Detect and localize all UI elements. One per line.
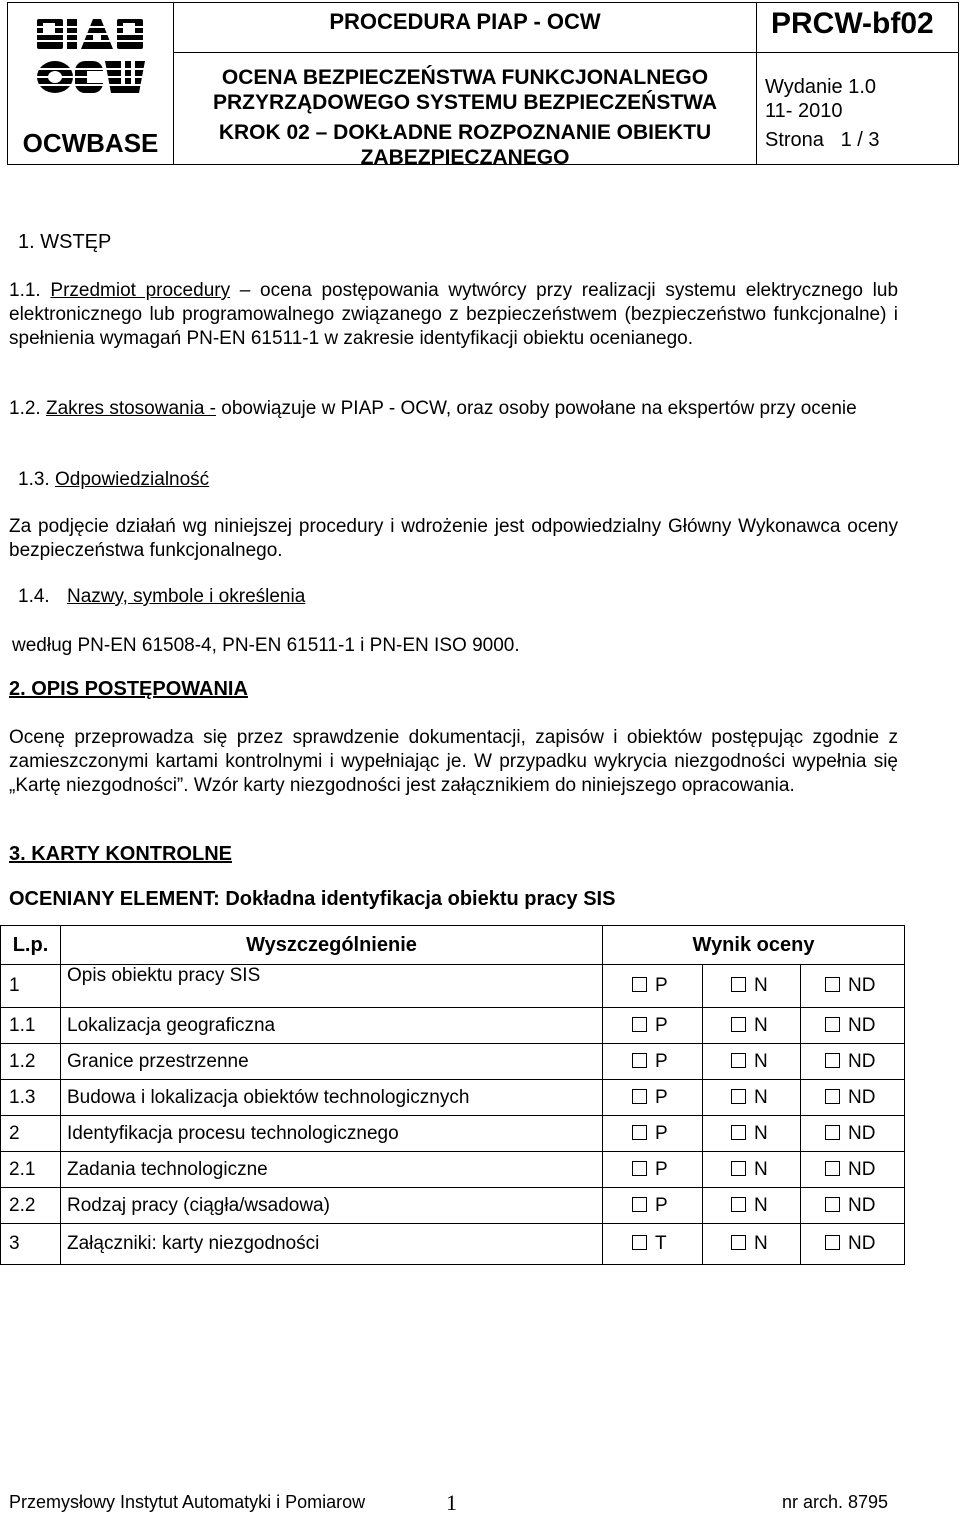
option-label: P bbox=[655, 975, 668, 996]
checkbox-icon[interactable] bbox=[731, 1125, 746, 1140]
footer-page-number: 1 bbox=[446, 1490, 457, 1515]
checkbox-icon[interactable] bbox=[632, 1089, 647, 1104]
table-row bbox=[1, 1116, 905, 1152]
document-meta bbox=[765, 75, 880, 152]
section-2-title: 2. OPIS POSTĘPOWANIA bbox=[9, 678, 248, 700]
row-description: Rodzaj pracy (ciągła/wsadowa) bbox=[61, 1188, 603, 1224]
edition-date: 11- 2010 bbox=[765, 100, 843, 122]
table-row bbox=[1, 1188, 905, 1224]
column-header-result: Wynik oceny bbox=[603, 926, 905, 965]
meta-cell bbox=[757, 3, 959, 165]
row-number: 3 bbox=[1, 1224, 61, 1265]
section-2-text: Ocenę przeprowadza się przez sprawdzenie dokumentacji, zapisów i obiektów postępując zgodnie z zamieszczonymi kartami kontrolnymi i wypełniając je. W przypadku wykrycia niezgodności wypełnia się „Kartę niezgodności”. Wzór karty niezgodności jest załącznikiem do niniejszego opracowania. bbox=[9, 727, 898, 796]
table-row bbox=[1, 1080, 905, 1116]
checkbox-icon[interactable] bbox=[825, 1161, 840, 1176]
paragraph-number: 1.1. bbox=[9, 280, 41, 301]
option-label: N bbox=[754, 1194, 768, 1216]
paragraph-number: 1.3. bbox=[18, 469, 50, 490]
checkbox-icon[interactable] bbox=[632, 977, 647, 992]
checkbox-icon[interactable] bbox=[731, 1053, 746, 1068]
result-option-nd[interactable] bbox=[801, 1044, 905, 1080]
option-label: N bbox=[754, 1158, 768, 1180]
row-number: 1.3 bbox=[1, 1080, 61, 1116]
ocwbase-label: OCWBASE bbox=[22, 128, 159, 158]
checkbox-icon[interactable] bbox=[731, 1235, 746, 1250]
edition: Wydanie 1.0 bbox=[765, 76, 876, 98]
result-option-nd[interactable] bbox=[801, 1224, 905, 1265]
procedure-title: PROCEDURA PIAP - OCW bbox=[329, 9, 601, 34]
result-option-n[interactable] bbox=[703, 1224, 801, 1265]
row-description: Budowa i lokalizacja obiektów technologicznych bbox=[61, 1080, 603, 1116]
checkbox-icon[interactable] bbox=[731, 1161, 746, 1176]
row-description: Lokalizacja geograficzna bbox=[61, 1008, 603, 1044]
paragraph-label: Nazwy, symbole i określenia bbox=[66, 586, 306, 607]
row-number: 2.1 bbox=[1, 1152, 61, 1188]
checkbox-icon[interactable] bbox=[632, 1125, 647, 1140]
result-option-nd[interactable] bbox=[801, 1188, 905, 1224]
page-indicator: Strona 1 / 3 bbox=[765, 129, 880, 151]
option-label: P bbox=[655, 1086, 668, 1108]
table-row bbox=[1, 1224, 905, 1265]
title-line: ZABEZPIECZANEGO bbox=[360, 146, 570, 169]
row-description: Granice przestrzenne bbox=[61, 1044, 603, 1080]
paragraph-1-4-text: według PN-EN 61508-4, PN-EN 61511-1 i PN-EN ISO 9000. bbox=[12, 635, 520, 656]
option-label: N bbox=[754, 1050, 768, 1072]
row-number: 1.2 bbox=[1, 1044, 61, 1080]
table-header-row bbox=[1, 926, 905, 965]
result-option-n[interactable] bbox=[703, 965, 801, 1008]
title-line: PRZYRZĄDOWEGO SYSTEMU BEZPIECZEŃSTWA bbox=[212, 91, 718, 114]
table-row bbox=[1, 1008, 905, 1044]
checkbox-icon[interactable] bbox=[632, 1161, 647, 1176]
checkbox-icon[interactable] bbox=[825, 1197, 840, 1212]
row-description: Opis obiektu pracy SIS bbox=[61, 965, 603, 1008]
result-option-n[interactable] bbox=[703, 1116, 801, 1152]
table-row bbox=[1, 1044, 905, 1080]
logo-text: PIAP bbox=[35, 17, 38, 18]
footer-archive-number: nr arch. 8795 bbox=[782, 1492, 889, 1512]
option-label: P bbox=[655, 1014, 668, 1036]
option-label: P bbox=[655, 1158, 668, 1180]
result-option-p[interactable] bbox=[603, 1188, 703, 1224]
table-row bbox=[1, 1152, 905, 1188]
section-1-title: 1. WSTĘP bbox=[18, 231, 112, 253]
piap-ocw-logo bbox=[35, 17, 147, 95]
paragraph-number: 1.4. bbox=[18, 586, 50, 607]
logo-cell bbox=[8, 3, 174, 165]
footer-institute: Przemysłowy Instytut Automatyki i Pomiarow bbox=[9, 1492, 366, 1512]
option-label: P bbox=[655, 1050, 668, 1072]
result-option-p[interactable] bbox=[603, 1080, 703, 1116]
title-line: OCENA BEZPIECZEŃSTWA FUNKCJONALNEGO bbox=[221, 66, 709, 89]
option-label: ND bbox=[848, 1122, 876, 1144]
option-label: N bbox=[754, 1233, 768, 1254]
checkbox-icon[interactable] bbox=[825, 1053, 840, 1068]
title-line: KROK 02 – DOKŁADNE ROZPOZNANIE OBIEKTU bbox=[218, 121, 712, 144]
paragraph-number: 1.2. bbox=[9, 398, 41, 419]
row-description: Zadania technologiczne bbox=[61, 1152, 603, 1188]
checkbox-icon[interactable] bbox=[731, 1197, 746, 1212]
paragraph-1-3-heading bbox=[18, 468, 907, 492]
paragraph-text: obowiązuje w PIAP - OCW, oraz osoby powołane na ekspertów przy ocenie bbox=[216, 398, 857, 419]
result-option-p[interactable] bbox=[603, 965, 703, 1008]
result-option-n[interactable] bbox=[703, 1044, 801, 1080]
paragraph-1-1 bbox=[9, 279, 898, 351]
checkbox-icon[interactable] bbox=[825, 1017, 840, 1032]
row-number: 1.1 bbox=[1, 1008, 61, 1044]
option-label: N bbox=[754, 975, 768, 996]
paragraph-1-4-heading bbox=[18, 585, 907, 609]
option-label: N bbox=[754, 1086, 768, 1108]
column-header-lp: L.p. bbox=[1, 926, 61, 965]
result-option-p[interactable] bbox=[603, 1008, 703, 1044]
document-code: PRCW-bf02 bbox=[771, 7, 934, 40]
paragraph-label: Odpowiedzialność bbox=[54, 469, 210, 490]
document-header bbox=[7, 2, 959, 169]
row-description: Załączniki: karty niezgodności bbox=[61, 1224, 603, 1265]
row-number: 1 bbox=[1, 965, 61, 1008]
section-3-title: 3. KARTY KONTROLNE bbox=[9, 843, 232, 865]
paragraph-1-3-text: Za podjęcie działań wg niniejszej procedury i wdrożenie jest odpowiedzialny Główny Wykonawca oceny bezpieczeństwa funkcjonalnego. bbox=[9, 516, 898, 561]
result-option-n[interactable] bbox=[703, 1188, 801, 1224]
row-number: 2 bbox=[1, 1116, 61, 1152]
checkbox-icon[interactable] bbox=[632, 1053, 647, 1068]
result-option-nd[interactable] bbox=[801, 1080, 905, 1116]
paragraph-label: Zakres stosowania - bbox=[45, 398, 216, 419]
result-option-p[interactable] bbox=[603, 1116, 703, 1152]
paragraph-1-2 bbox=[9, 397, 898, 421]
checkbox-icon[interactable] bbox=[632, 1017, 647, 1032]
checkbox-icon[interactable] bbox=[731, 1089, 746, 1104]
checkbox-icon[interactable] bbox=[632, 1197, 647, 1212]
result-option-n[interactable] bbox=[703, 1152, 801, 1188]
result-option-p[interactable] bbox=[603, 1152, 703, 1188]
checkbox-icon[interactable] bbox=[632, 1235, 647, 1250]
row-description: Identyfikacja procesu technologicznego bbox=[61, 1116, 603, 1152]
option-label: ND bbox=[848, 975, 876, 996]
option-label: ND bbox=[848, 1014, 876, 1036]
row-number: 2.2 bbox=[1, 1188, 61, 1224]
option-label: P bbox=[655, 1194, 668, 1216]
option-label: ND bbox=[848, 1194, 876, 1216]
evaluated-element-title: OCENIANY ELEMENT: Dokładna identyfikacja obiektu pracy SIS bbox=[9, 888, 616, 910]
option-label: P bbox=[655, 1122, 668, 1144]
checkbox-icon[interactable] bbox=[731, 1017, 746, 1032]
table-row bbox=[1, 965, 905, 1008]
result-option-nd[interactable] bbox=[801, 1008, 905, 1044]
result-option-nd[interactable] bbox=[801, 1152, 905, 1188]
option-label: T bbox=[655, 1233, 667, 1254]
checkbox-icon[interactable] bbox=[825, 1235, 840, 1250]
paragraph-text: – ocena postępowania wytwórcy przy realizacji systemu elektrycznego lub elektronicznego lub programowalnego związanego z bezpieczeństwem (bezpieczeństwo funkcjonalne) i spełnienia wymagań PN-EN 61511-1 w zakresie identyfikacji obiektu ocenianego. bbox=[9, 280, 899, 349]
result-option-p[interactable] bbox=[603, 1044, 703, 1080]
result-option-t[interactable] bbox=[603, 1224, 703, 1265]
checkbox-icon[interactable] bbox=[731, 977, 746, 992]
result-option-n[interactable] bbox=[703, 1008, 801, 1044]
option-label: ND bbox=[848, 1050, 876, 1072]
option-label: N bbox=[754, 1014, 768, 1036]
checkbox-icon[interactable] bbox=[825, 977, 840, 992]
control-card-table bbox=[0, 925, 905, 1265]
option-label: N bbox=[754, 1122, 768, 1144]
checkbox-icon[interactable] bbox=[825, 1089, 840, 1104]
column-header-description: Wyszczególnienie bbox=[61, 926, 603, 965]
option-label: ND bbox=[848, 1086, 876, 1108]
option-label: ND bbox=[848, 1233, 876, 1254]
title-cell bbox=[174, 3, 757, 169]
checkbox-icon[interactable] bbox=[825, 1125, 840, 1140]
result-option-nd[interactable] bbox=[801, 965, 905, 1008]
result-option-n[interactable] bbox=[703, 1080, 801, 1116]
document-title bbox=[174, 65, 756, 170]
option-label: ND bbox=[848, 1158, 876, 1180]
result-option-nd[interactable] bbox=[801, 1116, 905, 1152]
paragraph-label: Przedmiot procedury bbox=[50, 280, 231, 301]
